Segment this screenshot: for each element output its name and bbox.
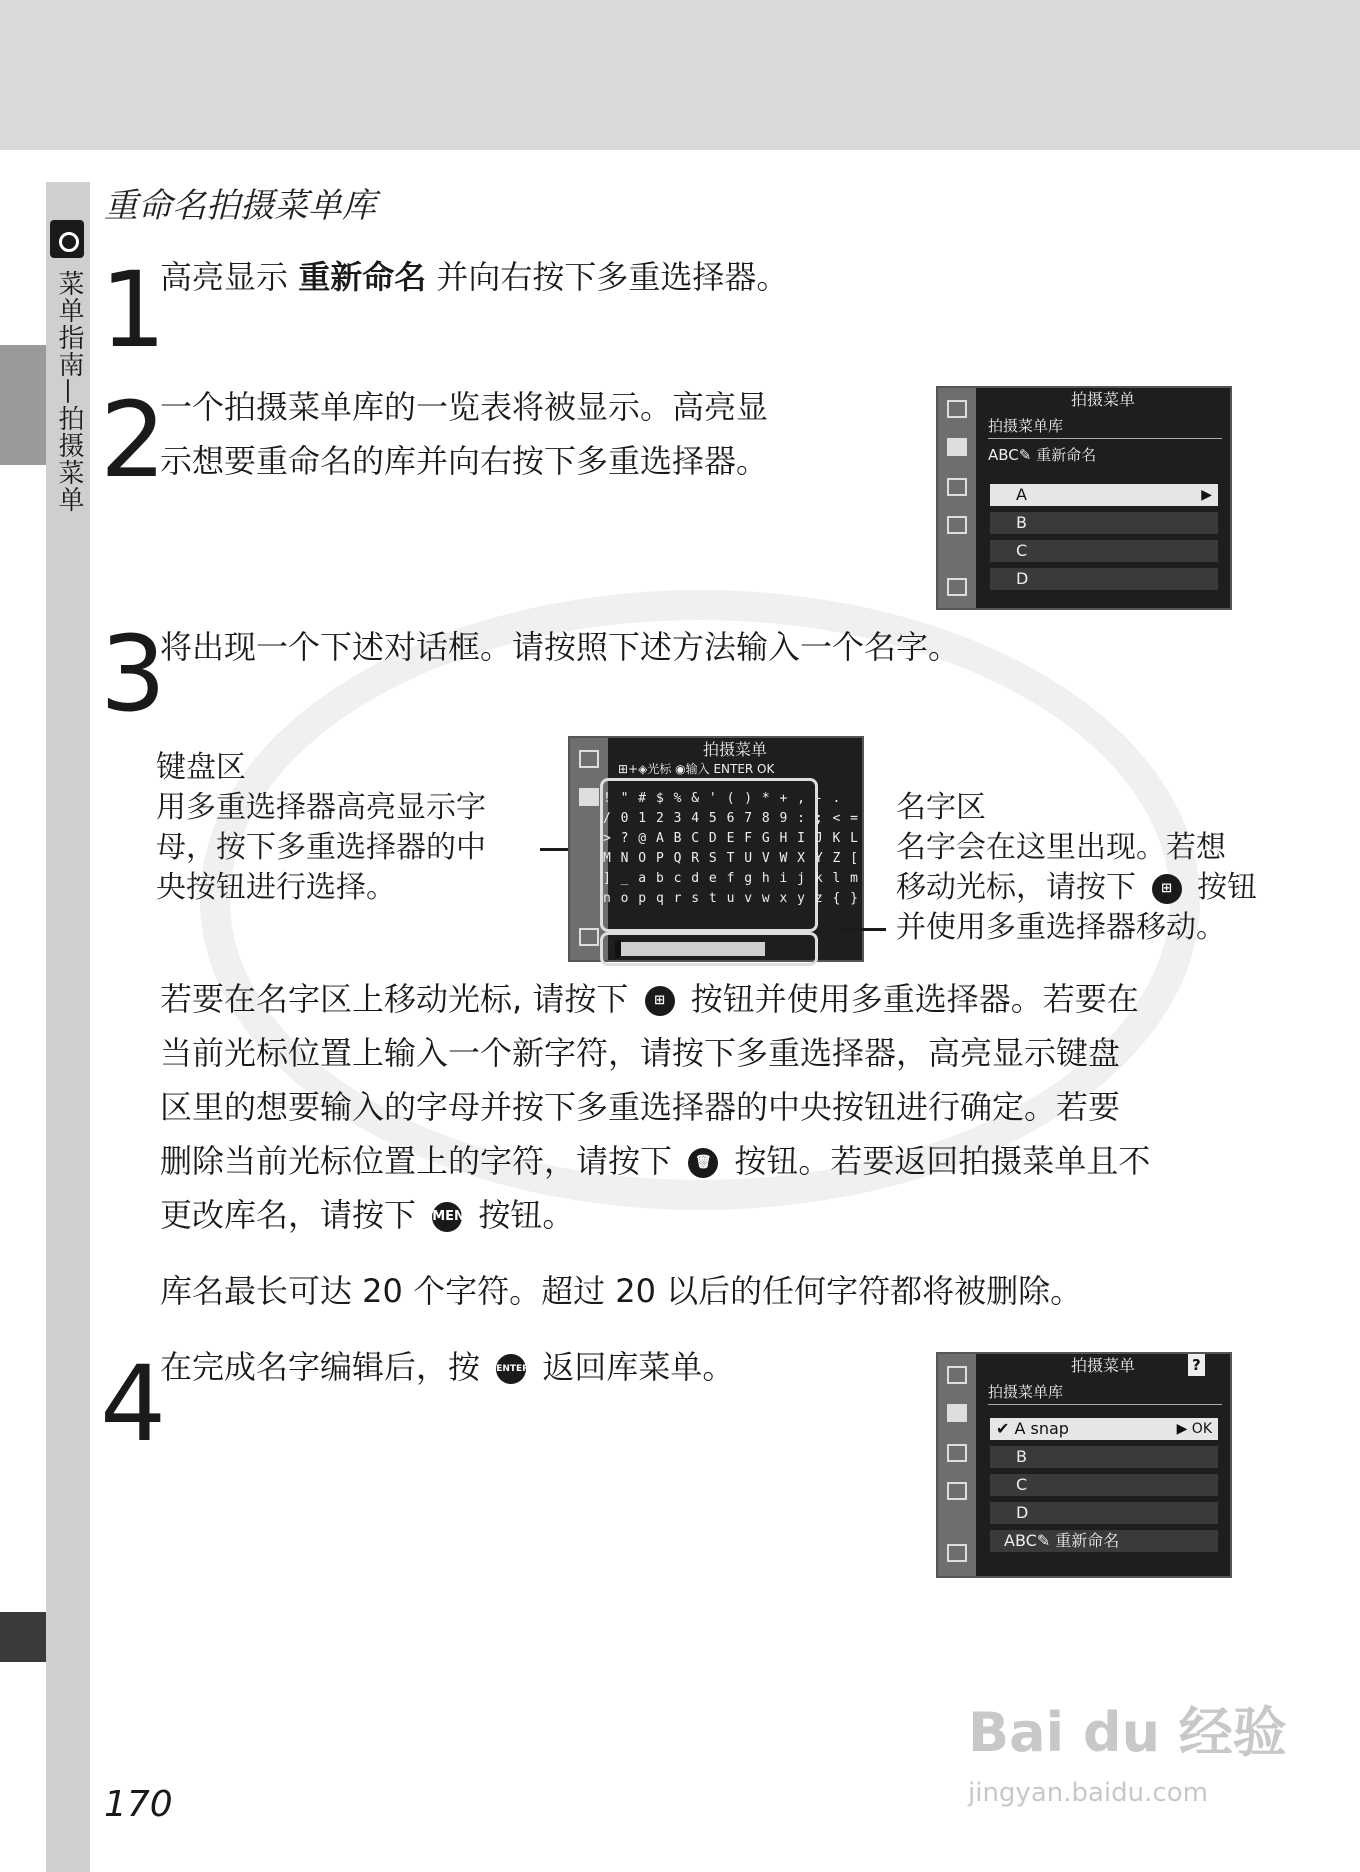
list-icon [947,578,967,596]
name-area-title: 名字区 [896,790,986,825]
pencil-icon [947,478,967,496]
name-cursor [615,940,621,958]
sidebar-tab-marker [0,345,46,465]
top-band [0,0,1360,150]
step-4-number: 4 [100,1343,167,1465]
shooting-icon [579,788,599,806]
zoom-button-icon: ⊞ [645,986,675,1016]
baidu-logo: Bai du 经验 [968,1701,1287,1764]
menu-button-icon: MENU [432,1202,462,1232]
list-icon [947,1544,967,1562]
lcd-bank-row: ✔ A snap ▶ OK [990,1418,1218,1440]
sidebar-chapter-label: 菜单指南—拍摄菜单 [54,270,84,513]
keyboard-row: M N O P Q R S T U V W X Y Z [ [603,851,859,866]
lcd-bank-row: B [990,512,1218,534]
enter-button-icon: ENTER [496,1354,526,1384]
lcd-bank-row: C [990,1474,1218,1496]
step-4-text: 在完成名字编辑后，按 ENTER 返回库菜单。 [160,1348,735,1386]
lcd-keyboard-hint: ⊞+◈光标 ◉输入 ENTER OK [618,762,775,776]
lcd-bank-done [936,1352,1232,1578]
wrench-icon [947,516,967,534]
lcd-header: 拍摄菜单 [1070,390,1135,409]
page-number: 170 [104,1784,173,1825]
playback-icon [947,400,967,418]
rename-menu-term: 重新命名 [298,258,427,296]
step-3-text: 将出现一个下述对话框。请按照下述方法输入一个名字。 [160,628,961,666]
keyboard-row: / 0 1 2 3 4 5 6 7 8 9 : ; < = [603,811,859,826]
keyboard-area-callout: 键盘区 用多重选择器高亮显示字 母，按下多重选择器的中 央按钮进行选择。 [156,750,486,905]
lcd-keyboard [568,736,864,962]
name-area-callout: 名字区 名字会在这里出现。若想 移动光标，请按下 ⊞ 按钮 并使用多重选择器移动。 [896,790,1258,945]
arrow-right-icon: ▶ [1201,487,1212,503]
step-1-number: 1 [100,249,167,371]
baidu-url: jingyan.baidu.com [968,1778,1208,1808]
list-icon [579,928,599,946]
keyboard-row: > ? @ A B C D E F G H I J K L [603,831,859,846]
lcd-bank-row: B [990,1446,1218,1468]
lcd-side-tabs [938,1354,976,1576]
lcd-bank-row: D [990,1502,1218,1524]
shooting-icon [947,438,967,456]
camera-icon [50,220,84,258]
lcd-bank-list [936,386,1232,610]
keyboard-row: ! " # $ % & ' ( ) * + , - . [603,791,842,806]
step-2-number: 2 [100,379,167,501]
keyboard-row: n o p q r s t u v w x y z { } [603,891,859,906]
lcd-rename-item: ABC✎ 重新命名 [990,1530,1218,1552]
lcd-header: 拍摄菜单 [1070,1356,1135,1375]
sidebar-dark-marker [0,1612,46,1662]
name-area [600,932,818,966]
pencil-icon [947,1444,967,1462]
playback-icon [579,750,599,768]
keyboard-area-title: 键盘区 [156,750,246,785]
keyboard-row: ] _ a b c d e f g h i j k l m [603,871,859,886]
lcd-subheader: 拍摄菜单库 [988,1380,1222,1405]
section-title: 重命名拍摄菜单库 [104,186,376,226]
lcd-bank-row: A ▶ [990,484,1218,506]
keyboard-area [600,778,859,932]
step-3-number: 3 [100,613,167,735]
lcd-subheader: 拍摄菜单库 [988,414,1222,439]
step-2-text: 一个拍摄菜单库的一览表将被显示。高亮显 示想要重命名的库并向右按下多重选择器。 [160,388,769,480]
lcd-side-tabs [938,388,976,608]
playback-icon [947,1366,967,1384]
step-1-text: 高亮显示 重新命名 并向右按下多重选择器。 [160,258,789,296]
max-length-note: 库名最长可达 20 个字符。超过 20 以后的任何字符都将被删除。 [160,1272,1083,1310]
name-callout-line [842,928,886,931]
lcd-bank-row: D [990,568,1218,590]
shooting-icon [947,1404,967,1422]
lcd-rename-item: ABC✎ 重新命名 [988,446,1097,464]
lcd-bank-row: C [990,540,1218,562]
wrench-icon [947,1482,967,1500]
help-icon: ? [1188,1354,1205,1376]
lcd-header: 拍摄菜单 [702,740,767,759]
trash-button-icon: 🗑 [688,1148,718,1178]
name-field [615,942,765,956]
zoom-button-icon: ⊞ [1152,874,1182,904]
instruction-paragraph: 若要在名字区上移动光标, 请按下 ⊞ 按钮并使用多重选择器。若要在 当前光标位置上输入一个新字符，请按下多重选择器，高亮显示键盘 区里的想要输入的字母并按下多重选择器的中央按钮进行确定。若要 删除当前光标位置上的字符，请按下 🗑 按钮。若要返回拍摄菜单且不 更改库名，请按下 MENU 按钮。 [160,980,1151,1234]
